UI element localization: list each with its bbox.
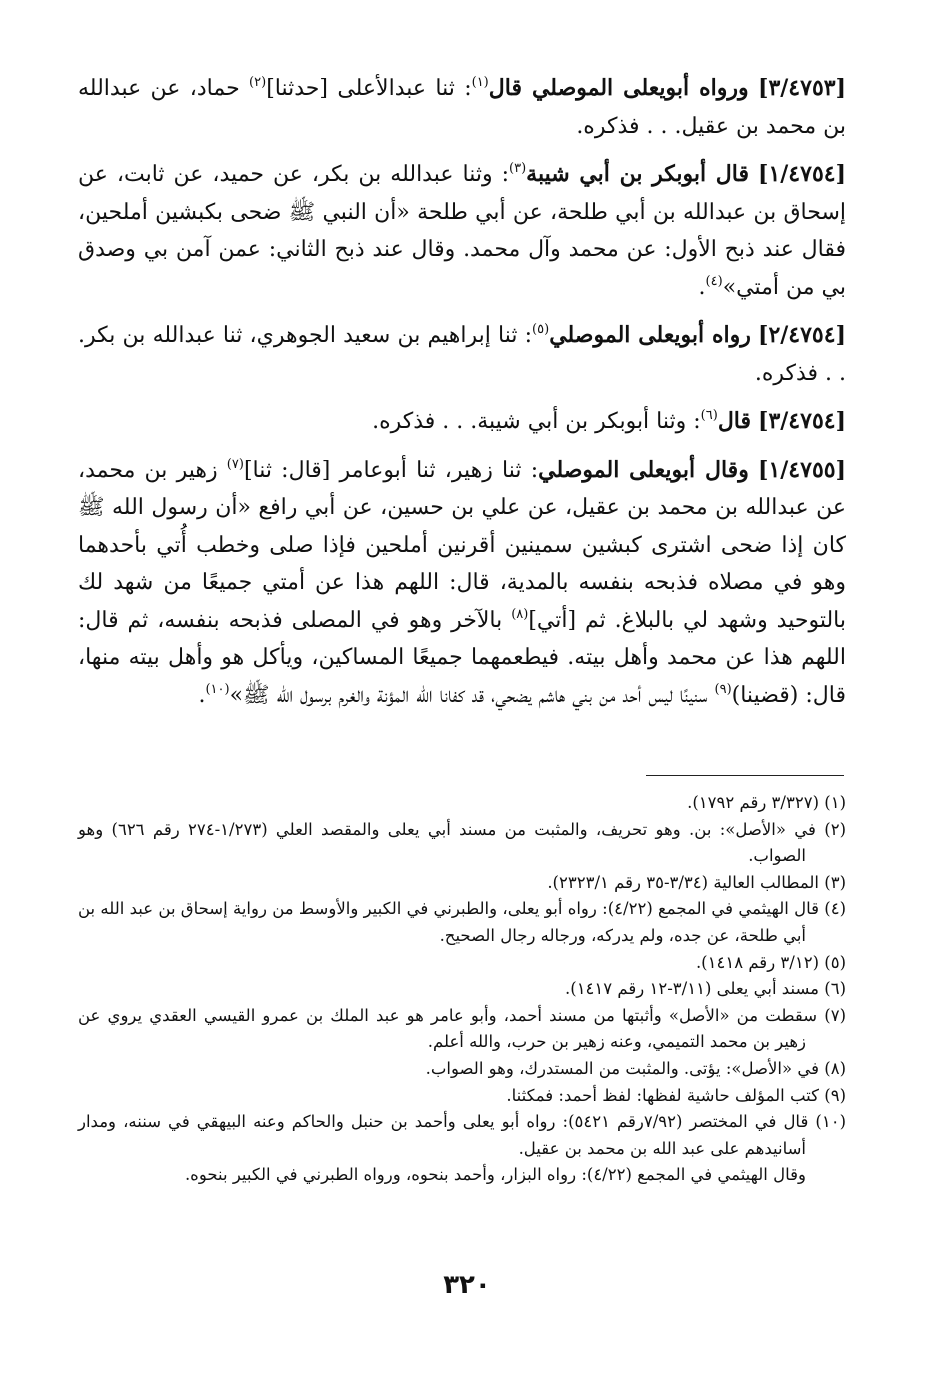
main-text xyxy=(78,70,846,725)
entry-lead: ورواه أبويعلى الموصلي قال xyxy=(488,75,749,101)
entry-text: بالآخر وهو في المصلى فذبحه بنفسه، ثم قال: اللهم هذا عن محمد وأهل بيته. فيطعمهما جميعًا المساكين، ويأكل هو وأهل بيته منها، قال: (قضينا) xyxy=(78,607,846,708)
entry-4754-3 xyxy=(78,403,846,441)
entry-lead: وقال أبويعلى الموصلي xyxy=(538,456,749,483)
entry-reference: [٣/٤٧٥٣] xyxy=(758,75,846,101)
entry-text: زهير بن محمد، عن عبدالله بن محمد بن عقيل، عن علي بن حسين، عن أبي رافع «أن رسول الله ﷺ كان إذا ضحى اشترى كبشين سمينين أقرنين أملحين فإذا صلى وخطب أُتي بأحدهما وهو في مصلاه فذبحه بنفسه بالمدية، قال: اللهم هذا عن أمتي جميعًا من شهد لك بالتوحيد وشهد لي بالبلاغ. ثم [أتي] xyxy=(78,457,846,633)
entry-text: : وثنا أبوبكر بن أبي شيبة. . . فذكره. xyxy=(372,409,701,434)
footnote-continuation: وقال الهيثمي في المجمع (٤/٢٢): رواه البزار، وأحمد بنحوه، ورواه الطبرني في الكبير بنحوه. xyxy=(184,1165,806,1185)
entry-reference: [٢/٤٧٥٤] xyxy=(758,322,846,348)
entry-text: : ثنا عبدالأعلى [حدثنا] xyxy=(266,76,472,101)
entry-4754-1 xyxy=(78,156,846,306)
entry-reference: [١/٤٧٥٤] xyxy=(758,161,846,187)
footnote: (٨) في «الأصل»: يؤتى. والمثبت من المستدرك، وهو الصواب. xyxy=(425,1058,846,1078)
entry-text: . xyxy=(198,682,206,708)
footnote-marker[interactable]: (٢) xyxy=(249,75,267,90)
footnote: (٧) سقطت من «الأصل» وأثبتها من مسند أحمد، وأبو عامر هو عبد الملك بن عمرو القيسي العقدي يروي عن زهير بن محمد التميمي، وعنه زهير بن حرب، والله أعلم. xyxy=(78,1005,846,1052)
footnote-marker[interactable]: (٥) xyxy=(532,322,550,337)
footnote: (٩) كتب المؤلف حاشية لفظها: لفظ أحمد: فمكثنا. xyxy=(506,1085,846,1105)
footnote-marker[interactable]: (١) xyxy=(471,75,489,90)
entry-text: . xyxy=(698,274,706,300)
entry-4754-2 xyxy=(78,317,846,392)
entry-4753-3 xyxy=(78,70,846,145)
footnote: (٦) مسند أبي يعلى (٣/١١-١٢ رقم ١٤١٧). xyxy=(565,979,846,999)
entry-text: سنينًا ليس أحد من بني هاشم يضحي، قد كفانا الله المؤنة والغرم برسول الله ﷺ» xyxy=(229,682,715,708)
footnote-marker[interactable]: (٩) xyxy=(714,681,732,697)
footnote: (٥) (٣/١٢ رقم ١٤١٨). xyxy=(695,952,846,972)
footnote-marker[interactable]: (٣) xyxy=(509,161,527,176)
entry-lead: قال xyxy=(717,408,752,434)
footnote-divider xyxy=(646,775,844,776)
page-number: ٣٢٠ xyxy=(443,1270,491,1300)
footnote-marker[interactable]: (١٠) xyxy=(205,681,230,697)
entry-text: : ثنا إبراهيم بن سعيد الجوهري، ثنا عبدالله بن بكر. . . فذكره. xyxy=(78,323,846,386)
entry-text: : وثنا عبدالله بن بكر، عن حميد، عن ثابت، عن إسحاق بن عبدالله بن أبي طلحة، عن أبي طلحة «أن النبي ﷺ ضحى بكبشين أملحين، فقال عند ذبح الأول: عن محمد وآل محمد. وقال عند ذبح الثاني: عمن آمن بي وصدق بي من أمتي» xyxy=(78,162,846,300)
footnote-marker[interactable]: (٧) xyxy=(226,456,244,472)
entry-reference: [١/٤٧٥٥] xyxy=(758,456,846,483)
footnote-marker[interactable]: (٨) xyxy=(511,606,529,622)
footnote: (١٠) قال في المختصر (٧/٩٢رقم ٥٤٢١): رواه أبو يعلى وأحمد بن حنبل والحاكم وعنه البيهقي في سننه، ومدار أسانيدهم على عبد الله بن محمد بن عقيل. xyxy=(78,1112,847,1158)
footnote: (١) (٣/٣٢٧ رقم ١٧٩٢). xyxy=(687,793,846,812)
entry-text: : ثنا زهير، ثنا أبوعامر [قال: ثنا] xyxy=(243,457,539,483)
entry-lead: قال أبوبكر بن أبي شيبة xyxy=(526,161,750,187)
footnote-marker[interactable]: (٤) xyxy=(705,273,723,289)
entry-lead: رواه أبويعلى الموصلي xyxy=(549,322,751,348)
entry-text: حماد، عن عبدالله بن محمد بن عقيل. . . فذكره. xyxy=(78,76,846,139)
entry-4755-1 xyxy=(78,452,846,715)
footnote-marker[interactable]: (٦) xyxy=(700,408,718,423)
entry-reference: [٣/٤٧٥٤] xyxy=(758,408,846,434)
footnotes xyxy=(78,790,846,1189)
footnote: (٢) في «الأصل»: بن. وهو تحريف، والمثبت من مسند أبي يعلى والمقصد العلي (١/٢٧٣-٢٧٤ رقم ٦٢٦) وهو الصواب. xyxy=(78,819,846,866)
footnote: (٣) المطالب العالية (٣/٣٤-٣٥ رقم ٢٣٢٣/١). xyxy=(547,872,846,892)
footnote: (٤) قال الهيثمي في المجمع (٤/٢٢): رواه أبو يعلى، والطبرني في الكبير والأوسط من رواية إسحاق بن عبد الله بن أبي طلحة، عن جده، ولم يدركه، ورجاله رجال الصحيح. xyxy=(78,899,847,945)
